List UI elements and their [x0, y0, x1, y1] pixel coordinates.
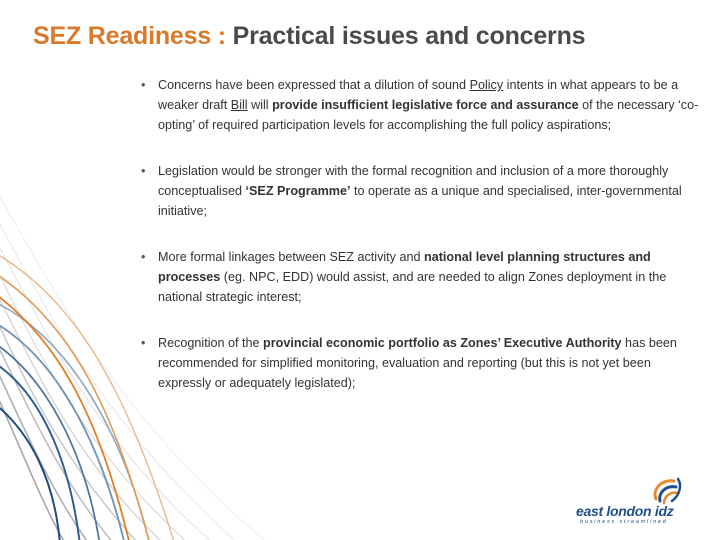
bullet-text-bold: national level planning structures and processes [158, 250, 651, 284]
bullet-item [141, 161, 701, 221]
swirl-logo-icon [650, 475, 684, 505]
bullet-text [158, 164, 682, 218]
bullet-text-run: intents in what appears to be a weaker draft [158, 78, 679, 112]
page-title [33, 22, 585, 51]
bullet-text-underlined: Policy [469, 78, 504, 92]
logo-name: east london idz [576, 503, 674, 519]
bullet-text-underlined: Bill [230, 98, 248, 112]
bullet-marker: • [141, 336, 146, 350]
bullet-text-run: to operate as a unique and specialised, inter-governmental initiative; [158, 184, 682, 218]
bullet-marker: • [141, 164, 146, 178]
bullet-list [141, 75, 701, 419]
bullet-marker: • [141, 250, 146, 264]
bullet-item [141, 333, 701, 393]
title-rest: Practical issues and concerns [232, 22, 586, 50]
bullet-text [158, 336, 677, 390]
bullet-text-run: will [247, 98, 273, 112]
bullet-text-bold: provincial economic portfolio as Zones’ Executive Authority [263, 336, 622, 350]
bullet-text-bold: provide insufficient legislative force and assurance [272, 98, 579, 112]
bullet-text-run: (eg. NPC, EDD) would assist, and are needed to align Zones deployment in the national strategic interest; [158, 270, 667, 304]
bullet-text-run: has been recommended for simplified monitoring, evaluation and reporting (but this is not yet been expressly or adequately legislated); [158, 336, 677, 390]
bullet-text-run: Legislation would be stronger with the formal recognition and inclusion of a more thoroughly conceptualised [158, 164, 669, 198]
bullet-text-run: Concerns have been expressed that a dilution of sound [158, 78, 470, 92]
bullet-text [158, 78, 698, 132]
bullet-text-bold: ‘SEZ Programme’ [245, 184, 351, 198]
bullet-item [141, 75, 701, 135]
title-accent: SEZ Readiness : [33, 22, 233, 50]
bullet-text-run: More formal linkages between SEZ activity and [158, 250, 424, 264]
bullet-text [158, 250, 666, 304]
bullet-marker: • [141, 78, 146, 92]
bullet-text-run: Recognition of the [158, 336, 264, 350]
bullet-item [141, 247, 701, 307]
bullet-text-run: of the necessary ‘co-opting’ of required participation levels for accomplishing the full policy aspirations; [158, 98, 699, 132]
logo-tagline: business streamlined [580, 519, 668, 525]
company-logo [576, 475, 691, 525]
